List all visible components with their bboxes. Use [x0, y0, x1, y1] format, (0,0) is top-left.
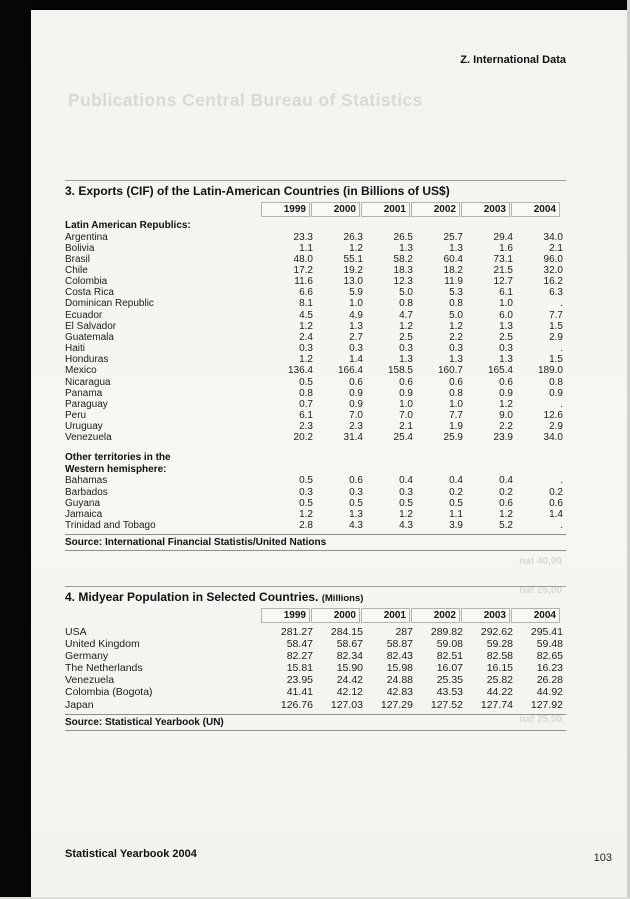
population-source-note: Source: Statistical Yearbook (UN) — [65, 714, 566, 731]
row-value: 1.5 — [549, 354, 563, 366]
exports-year-cells — [260, 202, 560, 217]
row-label: Argentina — [65, 231, 108, 243]
row-label: Chile — [65, 264, 88, 276]
row-value: 127.03 — [330, 698, 363, 711]
row-label: Venezuela — [65, 674, 115, 687]
row-value: 4.7 — [399, 309, 413, 321]
table-row — [65, 265, 566, 276]
row-value: 5.0 — [399, 287, 413, 299]
row-label: Haiti — [65, 343, 86, 355]
year-column-header: 2000 — [311, 608, 360, 623]
row-label: Barbados — [65, 486, 108, 498]
row-value: 1.3 — [349, 320, 363, 332]
row-value: 1.2 — [299, 354, 313, 366]
row-value: 0.5 — [399, 497, 413, 509]
row-value: 23.9 — [493, 432, 513, 444]
year-column-header: 2003 — [461, 202, 510, 217]
table-row — [65, 365, 566, 376]
year-header-spacer — [65, 608, 260, 623]
row-value: 0.9 — [499, 387, 513, 399]
row-label: Guatemala — [65, 331, 114, 343]
row-label: Honduras — [65, 354, 109, 366]
table-row — [65, 388, 566, 399]
row-value: . — [560, 343, 563, 355]
row-label: Bolivia — [65, 242, 95, 254]
row-value: 295.41 — [530, 626, 563, 638]
row-value: 18.3 — [393, 264, 413, 276]
row-value: 136.4 — [287, 365, 313, 377]
table-row — [65, 650, 566, 662]
row-value: 166.4 — [337, 365, 363, 377]
exports-group2-rows — [65, 475, 566, 531]
row-value: 25.9 — [443, 432, 463, 444]
row-value: 0.9 — [349, 387, 363, 399]
row-label: Colombia (Bogota) — [65, 686, 153, 699]
row-value: 96.0 — [543, 253, 563, 265]
row-label: Nicaragua — [65, 376, 111, 388]
row-value: 11.6 — [294, 276, 313, 288]
row-label: Guyana — [65, 497, 101, 509]
table-row — [65, 487, 566, 498]
row-value: 1.1 — [449, 508, 463, 520]
year-column-header: 1999 — [261, 202, 310, 217]
row-value: 126.76 — [280, 698, 313, 711]
row-label: Japan — [65, 698, 94, 711]
row-value: 160.7 — [437, 365, 463, 377]
year-header-spacer — [65, 202, 260, 217]
row-value: 26.28 — [536, 674, 563, 687]
row-label: USA — [65, 626, 87, 638]
row-value: 34.0 — [543, 432, 563, 444]
table-row — [65, 232, 566, 243]
row-label: Dominican Republic — [65, 298, 154, 310]
row-value: 127.92 — [530, 698, 563, 711]
row-value: 0.3 — [399, 486, 413, 498]
row-value: 58.2 — [393, 253, 413, 265]
row-value: 1.0 — [349, 298, 363, 310]
row-value: 25.7 — [443, 231, 463, 243]
row-value: 12.3 — [393, 276, 413, 288]
row-value: 82.43 — [386, 650, 413, 663]
row-value: 58.47 — [286, 638, 313, 651]
row-value: 0.3 — [349, 343, 363, 355]
row-value: 23.95 — [286, 674, 313, 687]
row-value: 2.1 — [549, 242, 563, 254]
row-value: 1.2 — [299, 508, 313, 520]
row-value: 0.3 — [299, 343, 313, 355]
row-value: 1.3 — [499, 320, 513, 332]
row-value: 0.2 — [449, 486, 463, 498]
row-value: 1.2 — [399, 508, 413, 520]
row-value: 289.82 — [430, 626, 463, 638]
row-value: 1.3 — [399, 242, 413, 254]
row-value: 11.9 — [444, 276, 463, 288]
table-row — [65, 421, 566, 432]
row-value: 25.4 — [393, 432, 413, 444]
row-value: 1.2 — [499, 398, 513, 410]
row-value: 24.42 — [336, 674, 363, 687]
row-value: 59.28 — [486, 638, 513, 651]
row-value: 44.22 — [486, 686, 513, 699]
row-value: 23.3 — [293, 231, 313, 243]
row-value: 1.2 — [449, 320, 463, 332]
table-row — [65, 354, 566, 365]
row-value: 1.0 — [399, 398, 413, 410]
row-value: 1.9 — [449, 421, 463, 433]
row-value: 189.0 — [537, 365, 563, 377]
row-label: Germany — [65, 650, 109, 663]
row-value: 7.0 — [349, 410, 363, 421]
row-value: 0.5 — [299, 497, 313, 509]
row-value: 73.1 — [493, 253, 513, 265]
row-value: 0.6 — [449, 376, 463, 388]
row-value: 48.0 — [293, 253, 313, 265]
row-value: 31.4 — [343, 432, 363, 444]
table-row — [65, 699, 566, 711]
row-value: 0.8 — [299, 387, 313, 399]
row-value: 7.7 — [549, 309, 563, 321]
population-table-title-main: 4. Midyear Population in Selected Countries. — [65, 590, 319, 604]
row-value: 44.92 — [536, 686, 563, 699]
row-value: 20.2 — [293, 432, 313, 444]
row-value: 0.2 — [549, 486, 563, 498]
row-label: Venezuela — [65, 432, 112, 444]
table-row — [65, 475, 566, 486]
exports-source-note: Source: International Financial Statistis/United Nations — [65, 534, 566, 551]
row-value: 34.0 — [543, 231, 563, 243]
table-row — [65, 243, 566, 254]
row-value: 16.15 — [486, 662, 513, 675]
row-label: El Salvador — [65, 320, 117, 332]
table-row — [65, 686, 566, 698]
exports-table — [65, 180, 566, 551]
row-value: 2.1 — [399, 421, 413, 433]
row-value: 6.3 — [549, 287, 563, 299]
year-column-header: 2002 — [411, 202, 460, 217]
row-value: 1.2 — [349, 242, 363, 254]
row-value: 17.2 — [293, 264, 313, 276]
row-value: 4.9 — [349, 309, 363, 321]
row-value: 0.6 — [499, 376, 513, 388]
table-row — [65, 509, 566, 520]
table-row — [65, 310, 566, 321]
table-row — [65, 662, 566, 674]
row-label: Costa Rica — [65, 287, 114, 299]
row-value: 1.4 — [549, 508, 563, 520]
row-value: 2.9 — [549, 331, 563, 343]
row-value: 26.5 — [393, 231, 413, 243]
row-value: 7.0 — [399, 410, 413, 421]
year-column-header: 2003 — [461, 608, 510, 623]
row-label: The Netherlands — [65, 662, 143, 675]
row-value: 2.5 — [499, 331, 513, 343]
group-gap — [65, 443, 566, 452]
table-row — [65, 626, 566, 638]
row-value: 32.0 — [543, 264, 563, 276]
table-row — [65, 377, 566, 388]
row-value: 1.3 — [349, 508, 363, 520]
year-column-header: 2000 — [311, 202, 360, 217]
exports-group2-label-line1: Other territories in the — [65, 452, 171, 464]
row-value: 1.3 — [399, 354, 413, 366]
table-row — [65, 498, 566, 509]
row-value: 25.82 — [486, 674, 513, 687]
row-value: 1.2 — [499, 508, 513, 520]
row-value: 0.5 — [349, 497, 363, 509]
table-row — [65, 638, 566, 650]
row-value: 1.3 — [499, 354, 513, 366]
row-value: 60.4 — [443, 253, 463, 265]
row-value: 0.3 — [449, 343, 463, 355]
row-value: 6.0 — [499, 309, 513, 321]
row-value: 2.3 — [299, 421, 313, 433]
row-value: 5.0 — [449, 309, 463, 321]
row-value: 0.9 — [399, 387, 413, 399]
row-value: 82.65 — [536, 650, 563, 663]
row-value: 0.3 — [399, 343, 413, 355]
row-value: 0.3 — [299, 486, 313, 498]
row-value: 15.90 — [336, 662, 363, 675]
row-value: 82.34 — [336, 650, 363, 663]
year-column-header: 2001 — [361, 202, 410, 217]
row-value: 13.0 — [343, 276, 363, 288]
page-header-section-title: Z. International Data — [460, 54, 566, 66]
row-value: 6.1 — [299, 410, 313, 421]
row-value: 12.6 — [543, 410, 563, 421]
year-column-header: 2002 — [411, 608, 460, 623]
row-value: 43.53 — [436, 686, 463, 699]
row-value: 82.58 — [486, 650, 513, 663]
row-value: 4.3 — [399, 520, 413, 532]
row-value: 5.9 — [349, 287, 363, 299]
row-label: Bahamas — [65, 475, 108, 487]
row-label: Peru — [65, 410, 87, 421]
row-value: 2.7 — [349, 331, 363, 343]
row-value: 4.5 — [299, 309, 313, 321]
row-value: 292.62 — [480, 626, 513, 638]
row-value: 25.35 — [436, 674, 463, 687]
row-value: 42.12 — [336, 686, 363, 699]
row-label: Paraguay — [65, 398, 108, 410]
row-label: Brasil — [65, 253, 91, 265]
row-value: 16.2 — [543, 276, 563, 288]
row-value: 284.15 — [330, 626, 363, 638]
row-value: 127.29 — [380, 698, 413, 711]
row-value: 0.7 — [299, 398, 313, 410]
row-value: 41.41 — [286, 686, 313, 699]
row-value: 59.48 — [536, 638, 563, 651]
population-year-header-row — [65, 608, 566, 623]
row-value: 2.9 — [549, 421, 563, 433]
exports-year-header-row — [65, 202, 566, 217]
year-column-header: 1999 — [261, 608, 310, 623]
row-value: 2.8 — [299, 520, 313, 532]
population-table-title-units: (Millions) — [321, 593, 364, 604]
row-value: 29.4 — [493, 231, 513, 243]
row-value: 5.3 — [449, 287, 463, 299]
row-value: 0.3 — [349, 486, 363, 498]
row-value: 1.0 — [449, 398, 463, 410]
row-value: 1.3 — [449, 242, 463, 254]
row-value: 158.5 — [387, 365, 413, 377]
row-value: 1.2 — [399, 320, 413, 332]
row-label: Uruguay — [65, 421, 103, 433]
table-row — [65, 276, 566, 287]
row-value: 1.2 — [299, 320, 313, 332]
row-value: 281.27 — [280, 626, 313, 638]
row-value: 0.2 — [499, 486, 513, 498]
scan-edge-left — [0, 0, 31, 899]
table-row — [65, 410, 566, 421]
row-value: 16.23 — [536, 662, 563, 675]
row-value: 8.1 — [299, 298, 313, 310]
row-value: 0.6 — [549, 497, 563, 509]
row-value: 55.1 — [343, 253, 363, 265]
table-row — [65, 432, 566, 443]
row-value: . — [560, 398, 563, 410]
row-value: 26.3 — [343, 231, 363, 243]
row-value: 1.0 — [499, 298, 513, 310]
row-value: 0.4 — [399, 475, 413, 487]
row-value: 12.7 — [493, 276, 513, 288]
row-value: 5.2 — [499, 520, 513, 532]
row-value: . — [560, 298, 563, 310]
population-table — [65, 586, 566, 731]
row-value: 0.5 — [449, 497, 463, 509]
exports-group2-label-line2: Western hemisphere: — [65, 463, 167, 475]
row-value: 0.9 — [549, 387, 563, 399]
row-value: 0.6 — [499, 497, 513, 509]
row-value: 19.2 — [343, 264, 363, 276]
row-value: 127.52 — [430, 698, 463, 711]
row-value: 0.9 — [349, 398, 363, 410]
row-value: 3.9 — [449, 520, 463, 532]
row-value: 7.7 — [449, 410, 463, 421]
row-value: 0.3 — [499, 343, 513, 355]
row-value: 2.5 — [399, 331, 413, 343]
row-value: 1.4 — [349, 354, 363, 366]
row-value: . — [560, 520, 563, 532]
row-label: Trinidad and Tobago — [65, 520, 156, 532]
table-row — [65, 399, 566, 410]
table-row — [65, 321, 566, 332]
row-label: Panama — [65, 387, 103, 399]
scan-edge-top — [0, 0, 630, 10]
row-value: 58.67 — [336, 638, 363, 651]
row-value: 2.2 — [449, 331, 463, 343]
row-value: 9.0 — [499, 410, 513, 421]
row-value: 24.88 — [386, 674, 413, 687]
year-column-header: 2004 — [511, 202, 560, 217]
row-label: Ecuador — [65, 309, 103, 321]
row-value: 15.98 — [386, 662, 413, 675]
row-value: 82.51 — [436, 650, 463, 663]
row-value: 0.8 — [549, 376, 563, 388]
row-value: 0.8 — [399, 298, 413, 310]
bleedthrough-ghost-title: Publications Central Bureau of Statistics — [68, 90, 423, 110]
table-row — [65, 287, 566, 298]
table-row — [65, 298, 566, 309]
row-value: 18.2 — [443, 264, 463, 276]
row-value: . — [560, 475, 563, 487]
row-value: 1.6 — [499, 242, 513, 254]
row-value: 2.4 — [299, 331, 313, 343]
year-column-header: 2001 — [361, 608, 410, 623]
row-value: 4.3 — [349, 520, 363, 532]
row-value: 1.3 — [449, 354, 463, 366]
year-column-header: 2004 — [511, 608, 560, 623]
bleedthrough-fragment: nat 25,00 — [519, 585, 562, 596]
row-value: 0.6 — [349, 475, 363, 487]
row-value: 15.81 — [286, 662, 313, 675]
exports-group1-label: Latin American Republics: — [65, 220, 191, 231]
table-row — [65, 343, 566, 354]
bleedthrough-fragment: nat 25,00 — [519, 714, 562, 725]
row-label: Jamaica — [65, 508, 103, 520]
row-value: 16.07 — [436, 662, 463, 675]
row-value: 0.4 — [499, 475, 513, 487]
bleedthrough-fragment: nat 40,00 — [519, 556, 562, 567]
row-label: United Kingdom — [65, 638, 140, 651]
row-value: 82.27 — [286, 650, 313, 663]
row-label: Colombia — [65, 276, 108, 288]
row-value: 2.2 — [499, 421, 513, 433]
row-value: 0.8 — [449, 298, 463, 310]
row-value: 2.3 — [349, 421, 363, 433]
row-label: Mexico — [65, 365, 97, 377]
row-value: 0.5 — [299, 376, 313, 388]
row-value: 165.4 — [487, 365, 513, 377]
row-value: 0.5 — [299, 475, 313, 487]
row-value: 1.5 — [549, 320, 563, 332]
row-value: 0.6 — [399, 376, 413, 388]
row-value: 287 — [395, 626, 413, 638]
population-table-title — [65, 586, 566, 604]
page-number: 103 — [593, 852, 612, 864]
population-year-cells — [260, 608, 560, 623]
row-value: 42.83 — [386, 686, 413, 699]
row-value: 127.74 — [480, 698, 513, 711]
exports-table-title: 3. Exports (CIF) of the Latin-American Countries (in Billions of US$) — [65, 180, 566, 198]
row-value: 59.08 — [436, 638, 463, 651]
footer-book-title: Statistical Yearbook 2004 — [65, 848, 197, 860]
row-value: 0.8 — [449, 387, 463, 399]
table-row — [65, 520, 566, 531]
population-rows — [65, 626, 566, 711]
row-value: 0.6 — [349, 376, 363, 388]
row-value: 21.5 — [493, 264, 513, 276]
table-row — [65, 674, 566, 686]
row-value: 1.1 — [299, 242, 313, 254]
exports-group1-rows — [65, 232, 566, 444]
row-value: 58.87 — [386, 638, 413, 651]
table-row — [65, 332, 566, 343]
row-value: 6.6 — [299, 287, 313, 299]
row-value: 6.1 — [499, 287, 513, 299]
row-value: 0.4 — [449, 475, 463, 487]
table-row — [65, 254, 566, 265]
